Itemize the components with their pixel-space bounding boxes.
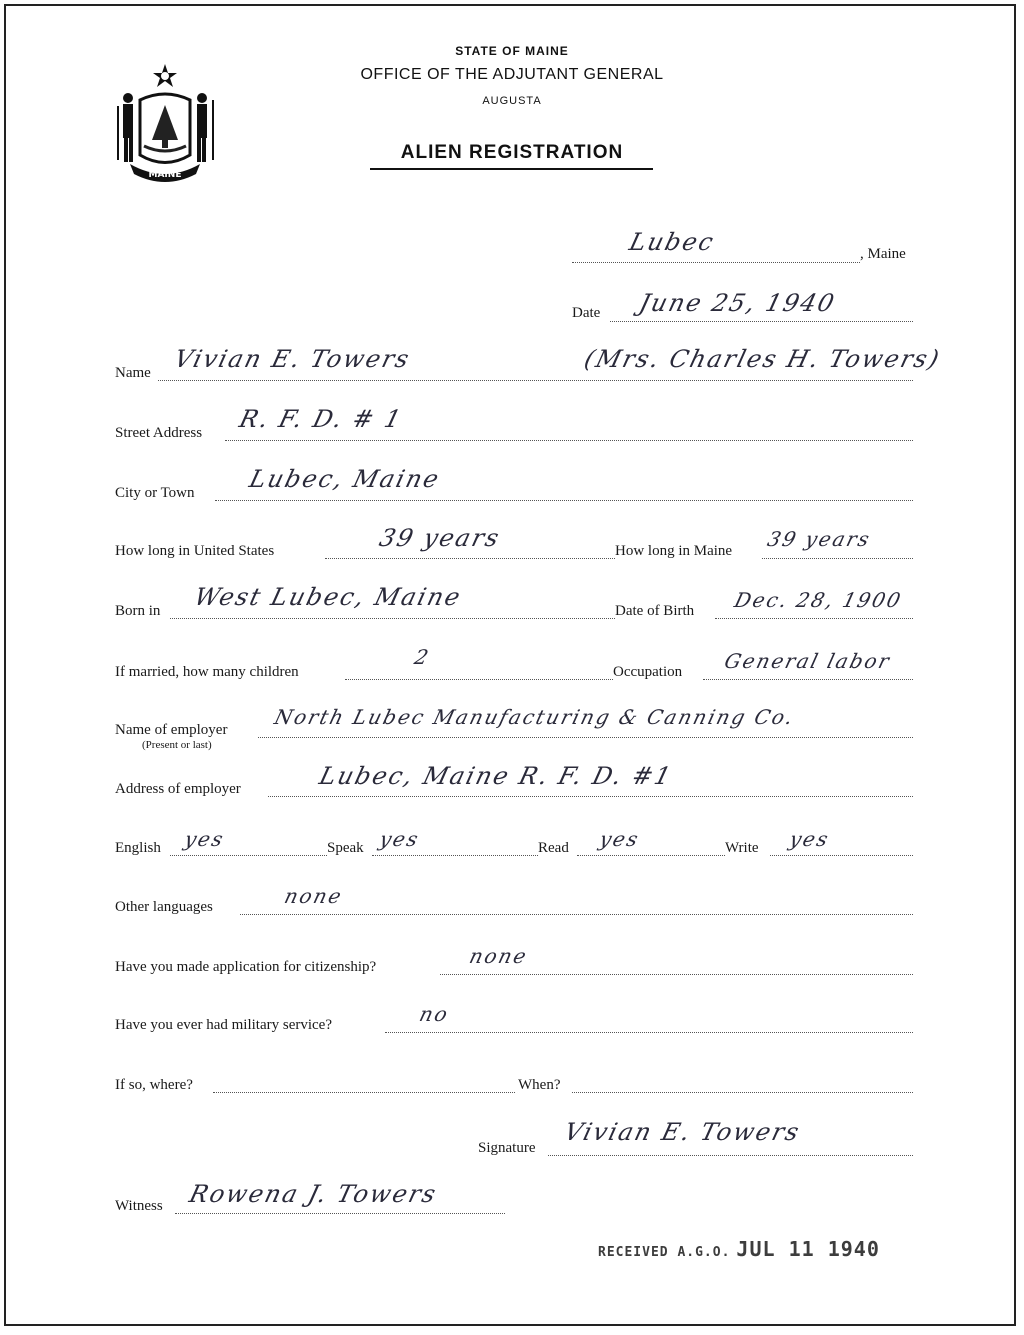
english-label: English [115,840,161,856]
read-line [577,855,725,856]
stamp-received-text: RECEIVED A.G.O. [598,1245,731,1260]
when-label: When? [518,1077,561,1093]
write-line [770,855,913,856]
stamp-date: JUL 11 1940 [736,1237,880,1261]
speak-label: Speak [327,840,364,856]
title-underline [370,168,653,170]
occupation-label: Occupation [613,664,683,680]
employer-line [258,737,913,738]
citizenship-label: Have you made application for citizenship? [115,959,377,975]
witness-label: Witness [115,1198,163,1214]
citizenship-value: none [467,944,531,968]
where-line [213,1092,515,1093]
me-years-value: 39 years [765,527,874,551]
other-languages-value: none [282,884,346,908]
city-label: City or Town [115,485,195,501]
english-value: yes [182,827,228,851]
citizenship-line [440,974,913,975]
name-value: Vivian E. Towers [171,345,414,373]
when-line [572,1092,913,1093]
military-value: no [417,1002,452,1026]
employer-address-line [268,796,913,797]
dob-value: Dec. 28, 1900 [732,588,905,612]
born-in-value: West Lubec, Maine [191,583,465,611]
children-line [345,679,613,680]
header-state: STATE OF MAINE [455,44,569,58]
employer-address-value: Lubec, Maine R. F. D. #1 [316,762,676,790]
me-years-line [762,558,913,559]
born-in-label: Born in [115,603,161,619]
us-years-value: 39 years [376,524,504,552]
read-value: yes [597,827,643,851]
header-city: AUGUSTA [482,95,542,107]
city-line [215,500,913,501]
street-label: Street Address [115,425,203,441]
dob-label: Date of Birth [615,603,695,619]
witness-line [175,1213,505,1214]
signature-label: Signature [478,1140,536,1156]
name-line [158,380,913,381]
city-value: Lubec, Maine [246,465,444,493]
children-label: If married, how many children [115,664,299,680]
speak-line [372,855,538,856]
place-value: Lubec [626,228,718,256]
form-title: ALIEN REGISTRATION [400,142,624,163]
witness-value: Rowena J. Towers [186,1180,441,1208]
employer-sublabel: (Present or last) [142,739,212,751]
us-years-label: How long in United States [115,543,275,559]
date-line [610,321,913,322]
seal-banner-text: MAINE [148,170,182,180]
military-line [385,1032,913,1033]
street-line [225,440,913,441]
military-label: Have you ever had military service? [115,1017,332,1033]
signature-value: Vivian E. Towers [561,1118,804,1146]
write-label: Write [725,840,759,856]
date-label: Date [572,305,601,321]
received-stamp [598,1237,880,1261]
place-suffix: , Maine [860,246,906,262]
us-years-line [325,558,615,559]
street-value: R. F. D. # 1 [236,405,406,433]
employer-label: Name of employer [115,722,228,738]
children-value: 2 [412,645,433,669]
place-line [572,262,860,263]
occupation-line [703,679,913,680]
read-label: Read [538,840,569,856]
other-languages-line [240,914,913,915]
dob-line [715,618,913,619]
english-line [170,855,327,856]
speak-value: yes [377,827,423,851]
name-extra: (Mrs. Charles H. Towers) [581,345,944,373]
name-label: Name [115,365,151,381]
employer-value: North Lubec Manufacturing & Canning Co. [272,705,798,729]
other-languages-label: Other languages [115,899,213,915]
me-years-label: How long in Maine [615,543,733,559]
header-office: OFFICE OF THE ADJUTANT GENERAL [360,66,664,83]
employer-address-label: Address of employer [115,781,241,797]
write-value: yes [787,827,833,851]
occupation-value: General labor [722,649,894,673]
date-value: June 25, 1940 [636,289,839,317]
where-label: If so, where? [115,1077,193,1093]
born-in-line [170,618,615,619]
signature-line [548,1155,913,1156]
